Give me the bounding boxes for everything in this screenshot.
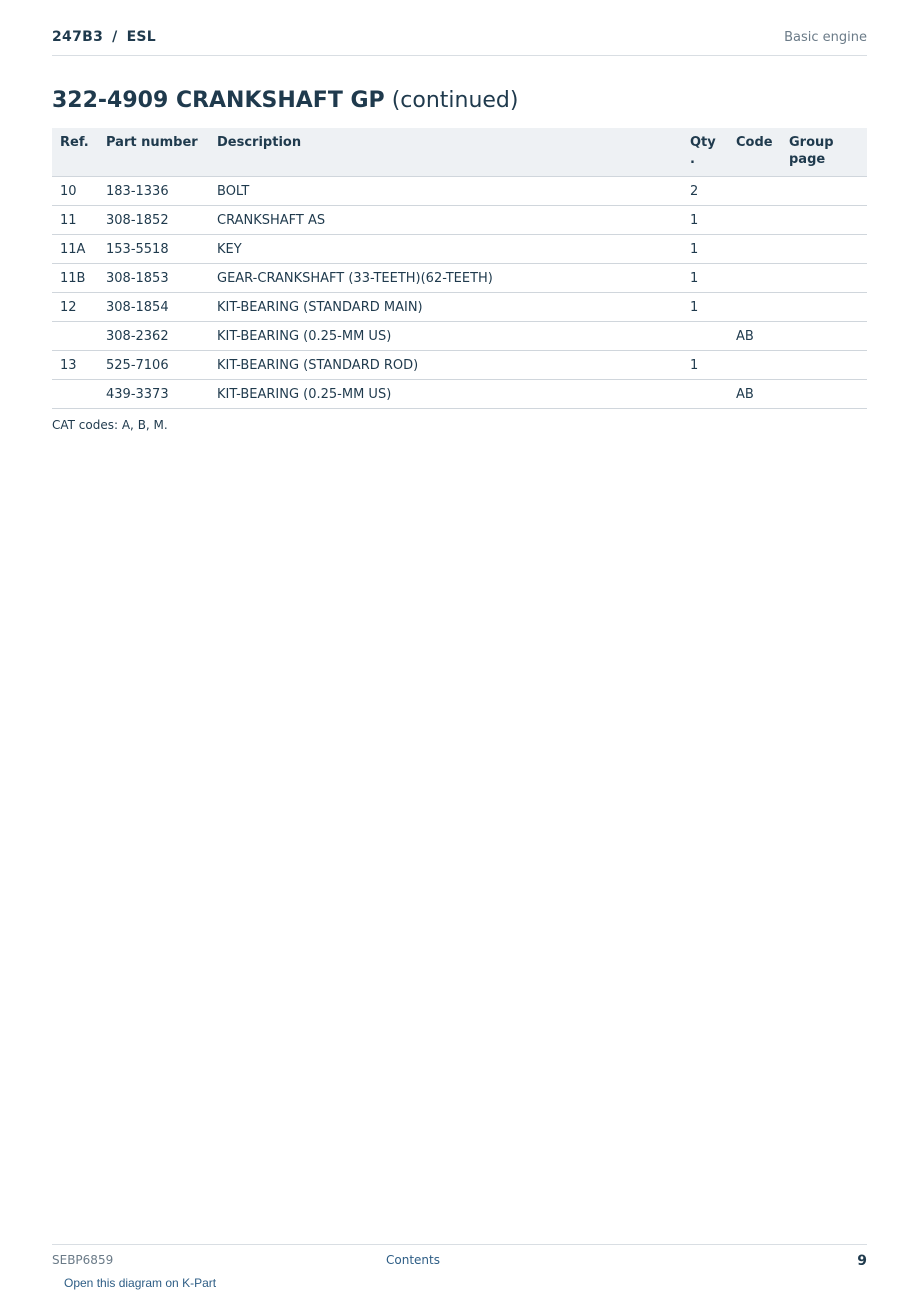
ref-cell: 11 (52, 206, 98, 235)
code-cell (728, 293, 781, 322)
qty-cell: 1 (682, 293, 728, 322)
table-row (52, 235, 867, 264)
document-id: SEBP6859 (52, 1253, 114, 1267)
ref-cell: 10 (52, 177, 98, 206)
page-title (52, 88, 518, 113)
model-separator: / (112, 29, 118, 45)
group-page-cell (781, 206, 867, 235)
table-row (52, 293, 867, 322)
part-number-cell: 153-5518 (98, 235, 209, 264)
title-suffix: (continued) (391, 88, 519, 113)
page-header (52, 28, 867, 56)
code-cell (728, 177, 781, 206)
group-page-cell (781, 322, 867, 351)
model-label (52, 29, 156, 45)
model-name: 247B3 (52, 29, 104, 45)
ref-cell: 11B (52, 264, 98, 293)
col-header-part-number: Part number (98, 128, 209, 177)
code-cell (728, 264, 781, 293)
description-cell: BOLT (209, 177, 682, 206)
part-number-cell: 525-7106 (98, 351, 209, 380)
description-cell: KIT-BEARING (0.25-MM US) (209, 380, 682, 409)
parts-table (52, 128, 867, 409)
qty-cell: 1 (682, 235, 728, 264)
description-cell: CRANKSHAFT AS (209, 206, 682, 235)
qty-cell: 1 (682, 206, 728, 235)
table-header-row (52, 128, 867, 177)
description-cell: GEAR-CRANKSHAFT (33-TEETH)(62-TEETH) (209, 264, 682, 293)
qty-cell: 1 (682, 351, 728, 380)
qty-cell (682, 380, 728, 409)
page-number: 9 (857, 1253, 867, 1269)
part-number-cell: 308-1852 (98, 206, 209, 235)
table-row (52, 322, 867, 351)
part-number-cell: 308-2362 (98, 322, 209, 351)
group-page-cell (781, 293, 867, 322)
section-name: Basic engine (784, 30, 867, 45)
table-row (52, 351, 867, 380)
ref-cell: 13 (52, 351, 98, 380)
table-row (52, 264, 867, 293)
page-footer (52, 1244, 867, 1275)
description-cell: KIT-BEARING (STANDARD MAIN) (209, 293, 682, 322)
ref-cell: 11A (52, 235, 98, 264)
part-number-cell: 308-1854 (98, 293, 209, 322)
group-page-cell (781, 235, 867, 264)
code-cell: AB (728, 380, 781, 409)
col-header-ref: Ref. (52, 128, 98, 177)
description-cell: KIT-BEARING (STANDARD ROD) (209, 351, 682, 380)
table-row (52, 206, 867, 235)
group-page-cell (781, 351, 867, 380)
table-row (52, 380, 867, 409)
code-cell (728, 235, 781, 264)
ref-cell (52, 322, 98, 351)
ref-cell: 12 (52, 293, 98, 322)
model-variant: ESL (126, 29, 157, 45)
part-number-cell: 308-1853 (98, 264, 209, 293)
group-page-cell (781, 177, 867, 206)
contents-link[interactable]: Contents (386, 1253, 440, 1267)
part-number-cell: 439-3373 (98, 380, 209, 409)
qty-cell: 1 (682, 264, 728, 293)
group-page-cell (781, 380, 867, 409)
parts-table-body (52, 177, 867, 409)
table-row (52, 177, 867, 206)
description-cell: KEY (209, 235, 682, 264)
description-cell: KIT-BEARING (0.25-MM US) (209, 322, 682, 351)
qty-cell (682, 322, 728, 351)
code-cell (728, 206, 781, 235)
qty-cell: 2 (682, 177, 728, 206)
kpart-link[interactable]: Open this diagram on K-Part (64, 1276, 217, 1290)
group-page-cell (781, 264, 867, 293)
part-number-cell: 183-1336 (98, 177, 209, 206)
part-group-name: 322-4909 CRANKSHAFT GP (52, 88, 385, 113)
col-header-code: Code (728, 128, 781, 177)
code-cell (728, 351, 781, 380)
code-cell: AB (728, 322, 781, 351)
ref-cell (52, 380, 98, 409)
cat-codes-note: CAT codes: A, B, M. (52, 418, 168, 432)
col-header-qty: Qty . (682, 128, 728, 177)
col-header-description: Description (209, 128, 682, 177)
col-header-group-page: Group page (781, 128, 867, 177)
